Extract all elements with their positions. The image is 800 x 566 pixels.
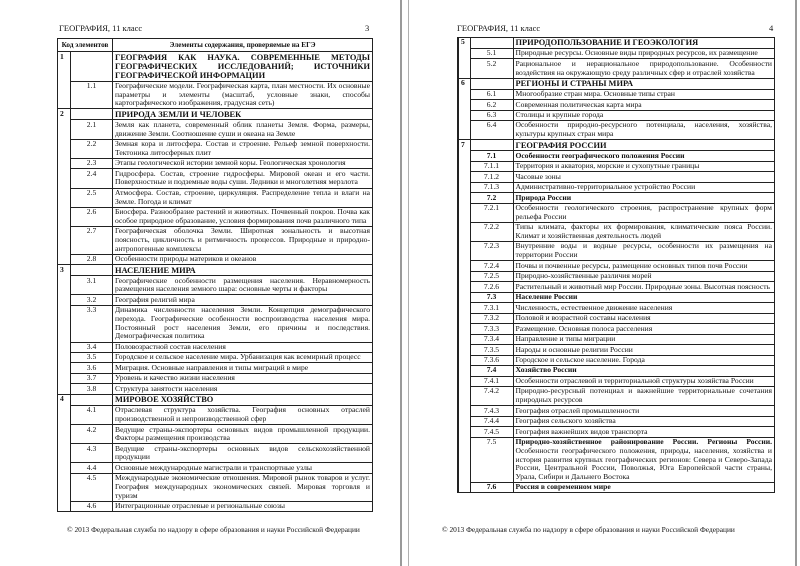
element-row <box>58 425 373 444</box>
element-row <box>58 363 373 373</box>
element-description: Биосфера. Разнообразие растений и животных. Почвенный покров. Почва как особое природное образование, условия формирования почв различного типа <box>113 207 373 226</box>
element-row <box>58 353 373 363</box>
element-row <box>58 158 373 168</box>
element-row <box>58 276 373 295</box>
element-row <box>458 355 775 365</box>
element-code: 7.2.5 <box>470 271 513 281</box>
element-description: Территория и акватория, морские и сухопутные границы <box>513 161 775 171</box>
element-row <box>458 271 775 281</box>
element-row <box>458 345 775 355</box>
element-description: Структура занятости населения <box>113 384 373 394</box>
element-description: Миграция. Основные направления и типы миграций в мире <box>113 363 373 373</box>
element-row <box>58 226 373 254</box>
element-code: 7.3.1 <box>470 303 513 313</box>
element-code: 7.3.6 <box>470 355 513 365</box>
element-description: Особенности геологического строения, распространение крупных форм рельефа России <box>513 203 775 222</box>
section-title: ГЕОГРАФИЯ РОССИИ <box>513 140 775 151</box>
copyright-footer: © 2013 Федеральная служба по надзору в сфере образования и науки Российской Федерации <box>442 525 735 534</box>
element-description: Численность, естественное движение населения <box>513 303 775 313</box>
element-code: 6.3 <box>470 110 513 120</box>
element-description: Интеграционные отраслевые и региональные союзы <box>113 501 373 511</box>
element-code: 7.2.6 <box>470 282 513 292</box>
element-description <box>513 437 775 482</box>
code-cell <box>470 38 513 49</box>
subsection-row <box>458 151 775 161</box>
element-description: Земля как планета, современный облик планеты Земля. Форма, размеры, движение Земли. Соотношение суши и океана на Земле <box>113 120 373 139</box>
element-row <box>58 139 373 158</box>
element-code: 3.5 <box>71 353 113 363</box>
element-code: 4.6 <box>71 501 113 511</box>
element-description: Хозяйство России <box>513 366 775 376</box>
element-code: 3.8 <box>71 384 113 394</box>
section-row <box>458 38 775 49</box>
section-title: ПРИРОДОПОЛЬЗОВАНИЕ И ГЕОЭКОЛОГИЯ <box>513 38 775 49</box>
element-description: География сельского хозяйства <box>513 416 775 426</box>
element-code: 2.3 <box>71 158 113 168</box>
element-bold-lead: Природно-хозяйственное районирование России. Регионы России. <box>515 437 772 447</box>
element-code: 2.1 <box>71 120 113 139</box>
section-row <box>458 78 775 89</box>
element-description: Россия в современном мире <box>513 483 775 493</box>
element-row <box>58 188 373 207</box>
element-row <box>58 384 373 394</box>
element-code: 4.1 <box>71 405 113 424</box>
section-number: 6 <box>458 78 470 140</box>
section-number: 1 <box>58 52 71 109</box>
element-code: 6.2 <box>470 100 513 110</box>
code-cell <box>71 394 113 405</box>
content-elements-table <box>57 38 373 512</box>
element-description: Атмосфера. Состав, строение, циркуляция. Распределение тепла и влаги на Земле. Погода и климат <box>113 188 373 207</box>
element-row <box>58 207 373 226</box>
running-header: ГЕОГРАФИЯ, 11 класс <box>457 23 541 33</box>
element-row <box>458 261 775 271</box>
element-code: 7.2.2 <box>470 222 513 241</box>
running-header: ГЕОГРАФИЯ, 11 класс <box>59 23 143 33</box>
element-row <box>58 120 373 139</box>
element-description: Особенности природы материков и океанов <box>113 254 373 264</box>
column-header-content: Элементы содержания, проверяемые на ЕГЭ <box>113 39 373 52</box>
section-title: ГЕОГРАФИЯ КАК НАУКА. СОВРЕМЕННЫЕ МЕТОДЫ ГЕОГРАФИЧЕСКИХ ИССЛЕДОВАНИЙ; ИСТОЧНИКИ ГЕОГРАФИЧЕСКОЙ ИНФОРМАЦИИ <box>113 52 373 81</box>
element-description: Этапы геологической истории земной коры. Геологическая хронология <box>113 158 373 168</box>
element-description: Половозрастной состав населения <box>113 342 373 352</box>
element-description: Уровень и качество жизни населения <box>113 373 373 383</box>
element-row <box>458 242 775 261</box>
section-title: НАСЕЛЕНИЕ МИРА <box>113 265 373 276</box>
element-description: Динамика численности населения Земли. Концепция демографического перехода. Географические особенности воспроизводства населения мира. Постоянный рост населения Земли, его причины и последствия. Демографическая политика <box>113 305 373 342</box>
element-row <box>58 463 373 473</box>
element-code: 2.4 <box>71 169 113 188</box>
element-code: 7.3.2 <box>470 313 513 323</box>
element-row <box>58 295 373 305</box>
element-description: Отраслевая структура хозяйства. География основных отраслей производственной и непроизводственной сфер <box>113 405 373 424</box>
subsection-row <box>458 483 775 493</box>
section-number: 3 <box>58 265 71 395</box>
element-description: Типы климата, факторы их формирования, климатические пояса России. Климат и хозяйственная деятельность людей <box>513 222 775 241</box>
element-row <box>458 172 775 182</box>
element-description: Народы и основные религии России <box>513 345 775 355</box>
table-header-row <box>58 39 373 52</box>
element-row <box>458 324 775 334</box>
element-row <box>458 59 775 78</box>
copyright-footer: © 2013 Федеральная служба по надзору в сфере образования и науки Российской Федерации <box>67 525 360 534</box>
section-number: 7 <box>458 140 470 493</box>
element-row <box>458 376 775 386</box>
section-title: ПРИРОДА ЗЕМЛИ И ЧЕЛОВЕК <box>113 109 373 120</box>
content-elements-table <box>457 37 775 493</box>
element-row <box>458 282 775 292</box>
element-description: Городское и сельское население мира. Урбанизация как всемирный процесс <box>113 353 373 363</box>
element-code: 7.2.1 <box>470 203 513 222</box>
element-code: 3.4 <box>71 342 113 352</box>
element-description: Географическая оболочка Земли. Широтная зональность и высотная поясность, цикличность и ритмичность процессов. Природные и природно-антропогенные комплексы <box>113 226 373 254</box>
element-row <box>458 222 775 241</box>
element-description: Растительный и животный мир России. Природные зоны. Высотная поясность <box>513 282 775 292</box>
section-number: 4 <box>58 394 71 511</box>
element-row <box>458 203 775 222</box>
element-row <box>58 473 373 501</box>
column-header-code: Код элементов <box>58 39 113 52</box>
element-description: Природно-ресурсный потенциал и важнейшие территориальные сочетания природных ресурсов <box>513 387 775 406</box>
element-description: Внутренние воды и водные ресурсы, особенности их размещения на территории России <box>513 242 775 261</box>
element-row <box>58 405 373 424</box>
section-row <box>58 265 373 276</box>
element-row <box>458 387 775 406</box>
section-row <box>58 394 373 405</box>
element-code: 4.2 <box>71 425 113 444</box>
element-description: Направление и типы миграции <box>513 334 775 344</box>
element-code: 7.4.5 <box>470 427 513 437</box>
element-code: 2.8 <box>71 254 113 264</box>
code-cell <box>470 78 513 89</box>
element-code: 4.3 <box>71 444 113 463</box>
section-title: МИРОВОЕ ХОЗЯЙСТВО <box>113 394 373 405</box>
element-code: 7.4 <box>470 366 513 376</box>
subsection-row <box>458 366 775 376</box>
element-code: 7.4.3 <box>470 406 513 416</box>
element-code: 2.6 <box>71 207 113 226</box>
element-description: Основные международные магистрали и транспортные узлы <box>113 463 373 473</box>
page-4 <box>408 0 797 566</box>
subsection-row <box>458 193 775 203</box>
element-code: 3.1 <box>71 276 113 295</box>
element-row <box>458 334 775 344</box>
element-description: Почвы и почвенные ресурсы, размещение основных типов почв России <box>513 261 775 271</box>
element-code: 7.2.4 <box>470 261 513 271</box>
element-description: Часовые зоны <box>513 172 775 182</box>
code-cell <box>71 109 113 120</box>
element-description: География религий мира <box>113 295 373 305</box>
element-code: 7.1.3 <box>470 182 513 192</box>
element-row <box>458 303 775 313</box>
element-description: География важнейших видов транспорта <box>513 427 775 437</box>
section-number: 2 <box>58 109 71 265</box>
element-description: Половой и возрастной составы населения <box>513 313 775 323</box>
element-description: Городское и сельское население. Города <box>513 355 775 365</box>
element-code: 7.4.4 <box>470 416 513 426</box>
element-description: Земная кора и литосфера. Состав и строение. Рельеф земной поверхности. Тектоника литосферных плит <box>113 139 373 158</box>
element-description: Особенности географического положения России <box>513 151 775 161</box>
element-code: 7.1 <box>470 151 513 161</box>
element-row <box>458 89 775 99</box>
element-code: 7.3.5 <box>470 345 513 355</box>
element-row <box>458 182 775 192</box>
element-description: Природные ресурсы. Основные виды природных ресурсов, их размещение <box>513 48 775 58</box>
element-row <box>58 373 373 383</box>
element-code: 7.4.1 <box>470 376 513 386</box>
element-row <box>458 48 775 58</box>
element-row <box>58 342 373 352</box>
element-description: Население России <box>513 292 775 302</box>
element-description: Многообразие стран мира. Основные типы стран <box>513 89 775 99</box>
element-row <box>458 416 775 426</box>
element-row <box>458 100 775 110</box>
element-code: 4.5 <box>71 473 113 501</box>
element-row <box>58 254 373 264</box>
element-code: 4.4 <box>71 463 113 473</box>
element-description: Гидросфера. Состав, строение гидросферы. Мировой океан и его части. Поверхностные и подземные воды суши. Ледники и многолетняя мерзлота <box>113 169 373 188</box>
element-description: Размещение. Основная полоса расселения <box>513 324 775 334</box>
element-description: Географические особенности размещения населения. Неравномерность размещения населения земного шара: основные черты и факторы <box>113 276 373 295</box>
subsection-row <box>458 292 775 302</box>
element-code: 7.1.2 <box>470 172 513 182</box>
element-description: Природа России <box>513 193 775 203</box>
code-cell <box>71 265 113 276</box>
element-code: 3.2 <box>71 295 113 305</box>
element-code: 7.2.3 <box>470 242 513 261</box>
section-row <box>458 140 775 151</box>
element-code: 7.2 <box>470 193 513 203</box>
element-row <box>58 444 373 463</box>
element-row <box>58 81 373 109</box>
element-code: 3.7 <box>71 373 113 383</box>
element-code: 2.7 <box>71 226 113 254</box>
element-code: 3.6 <box>71 363 113 373</box>
element-row <box>458 437 775 482</box>
element-code: 7.4.2 <box>470 387 513 406</box>
element-code: 2.2 <box>71 139 113 158</box>
element-description: Рациональное и нерациональное природопользование. Особенности воздействия на окружающую среду различных сфер и отраслей хозяйства <box>513 59 775 78</box>
element-description: Особенности природно-ресурсного потенциала, населения, хозяйства, культуры крупных стран мира <box>513 121 775 140</box>
section-row <box>58 109 373 120</box>
element-description: Ведущие страны-экспортеры основных видов сельскохозяйственной продукции <box>113 444 373 463</box>
element-row <box>458 427 775 437</box>
element-row <box>458 406 775 416</box>
code-cell <box>470 140 513 151</box>
code-cell <box>71 52 113 81</box>
element-description: География отраслей промышленности <box>513 406 775 416</box>
element-description: Современная политическая карта мира <box>513 100 775 110</box>
section-row <box>58 52 373 81</box>
element-code: 7.3.3 <box>470 324 513 334</box>
element-code: 5.1 <box>470 48 513 58</box>
element-code: 3.3 <box>71 305 113 342</box>
element-row <box>58 169 373 188</box>
element-code: 1.1 <box>71 81 113 109</box>
element-code: 7.3.4 <box>470 334 513 344</box>
element-code: 7.6 <box>470 483 513 493</box>
page-number: 4 <box>769 23 774 33</box>
element-description: Географические модели. Географическая карта, план местности. Их основные параметры и элементы (масштаб, условные знаки, способы картографического изображения, градусная сеть) <box>113 81 373 109</box>
element-code: 6.4 <box>470 121 513 140</box>
element-code: 6.1 <box>470 89 513 99</box>
element-row <box>58 305 373 342</box>
element-description: Природно-хозяйственные различия морей <box>513 271 775 281</box>
section-title: РЕГИОНЫ И СТРАНЫ МИРА <box>513 78 775 89</box>
page-number: 3 <box>365 23 370 33</box>
element-row <box>458 110 775 120</box>
element-description: Особенности отраслевой и территориальной структуры хозяйства России <box>513 376 775 386</box>
element-code: 7.3 <box>470 292 513 302</box>
element-row <box>458 121 775 140</box>
element-text: Особенности географического положения, природы, населения, хозяйства и история развития крупных географических регионов: Севера и Северо-Запада России, Центральной России, Поволжья, Юга Европейской части страны, Урала, Сибири и Дальнего Востока <box>515 445 772 481</box>
element-description: Столицы и крупные города <box>513 110 775 120</box>
element-code: 5.2 <box>470 59 513 78</box>
element-code: 7.1.1 <box>470 161 513 171</box>
section-number: 5 <box>458 38 470 79</box>
element-code: 7.5 <box>470 437 513 482</box>
element-description: Ведущие страны-экспортеры основных видов промышленной продукции. Факторы размещения производства <box>113 425 373 444</box>
element-description: Международные экономические отношения. Мировой рынок товаров и услуг. География международных экономических связей. Мировая торговля и туризм <box>113 473 373 501</box>
element-code: 2.5 <box>71 188 113 207</box>
element-row <box>58 501 373 511</box>
element-row <box>458 313 775 323</box>
element-row <box>458 161 775 171</box>
element-description: Административно-территориальное устройство России <box>513 182 775 192</box>
